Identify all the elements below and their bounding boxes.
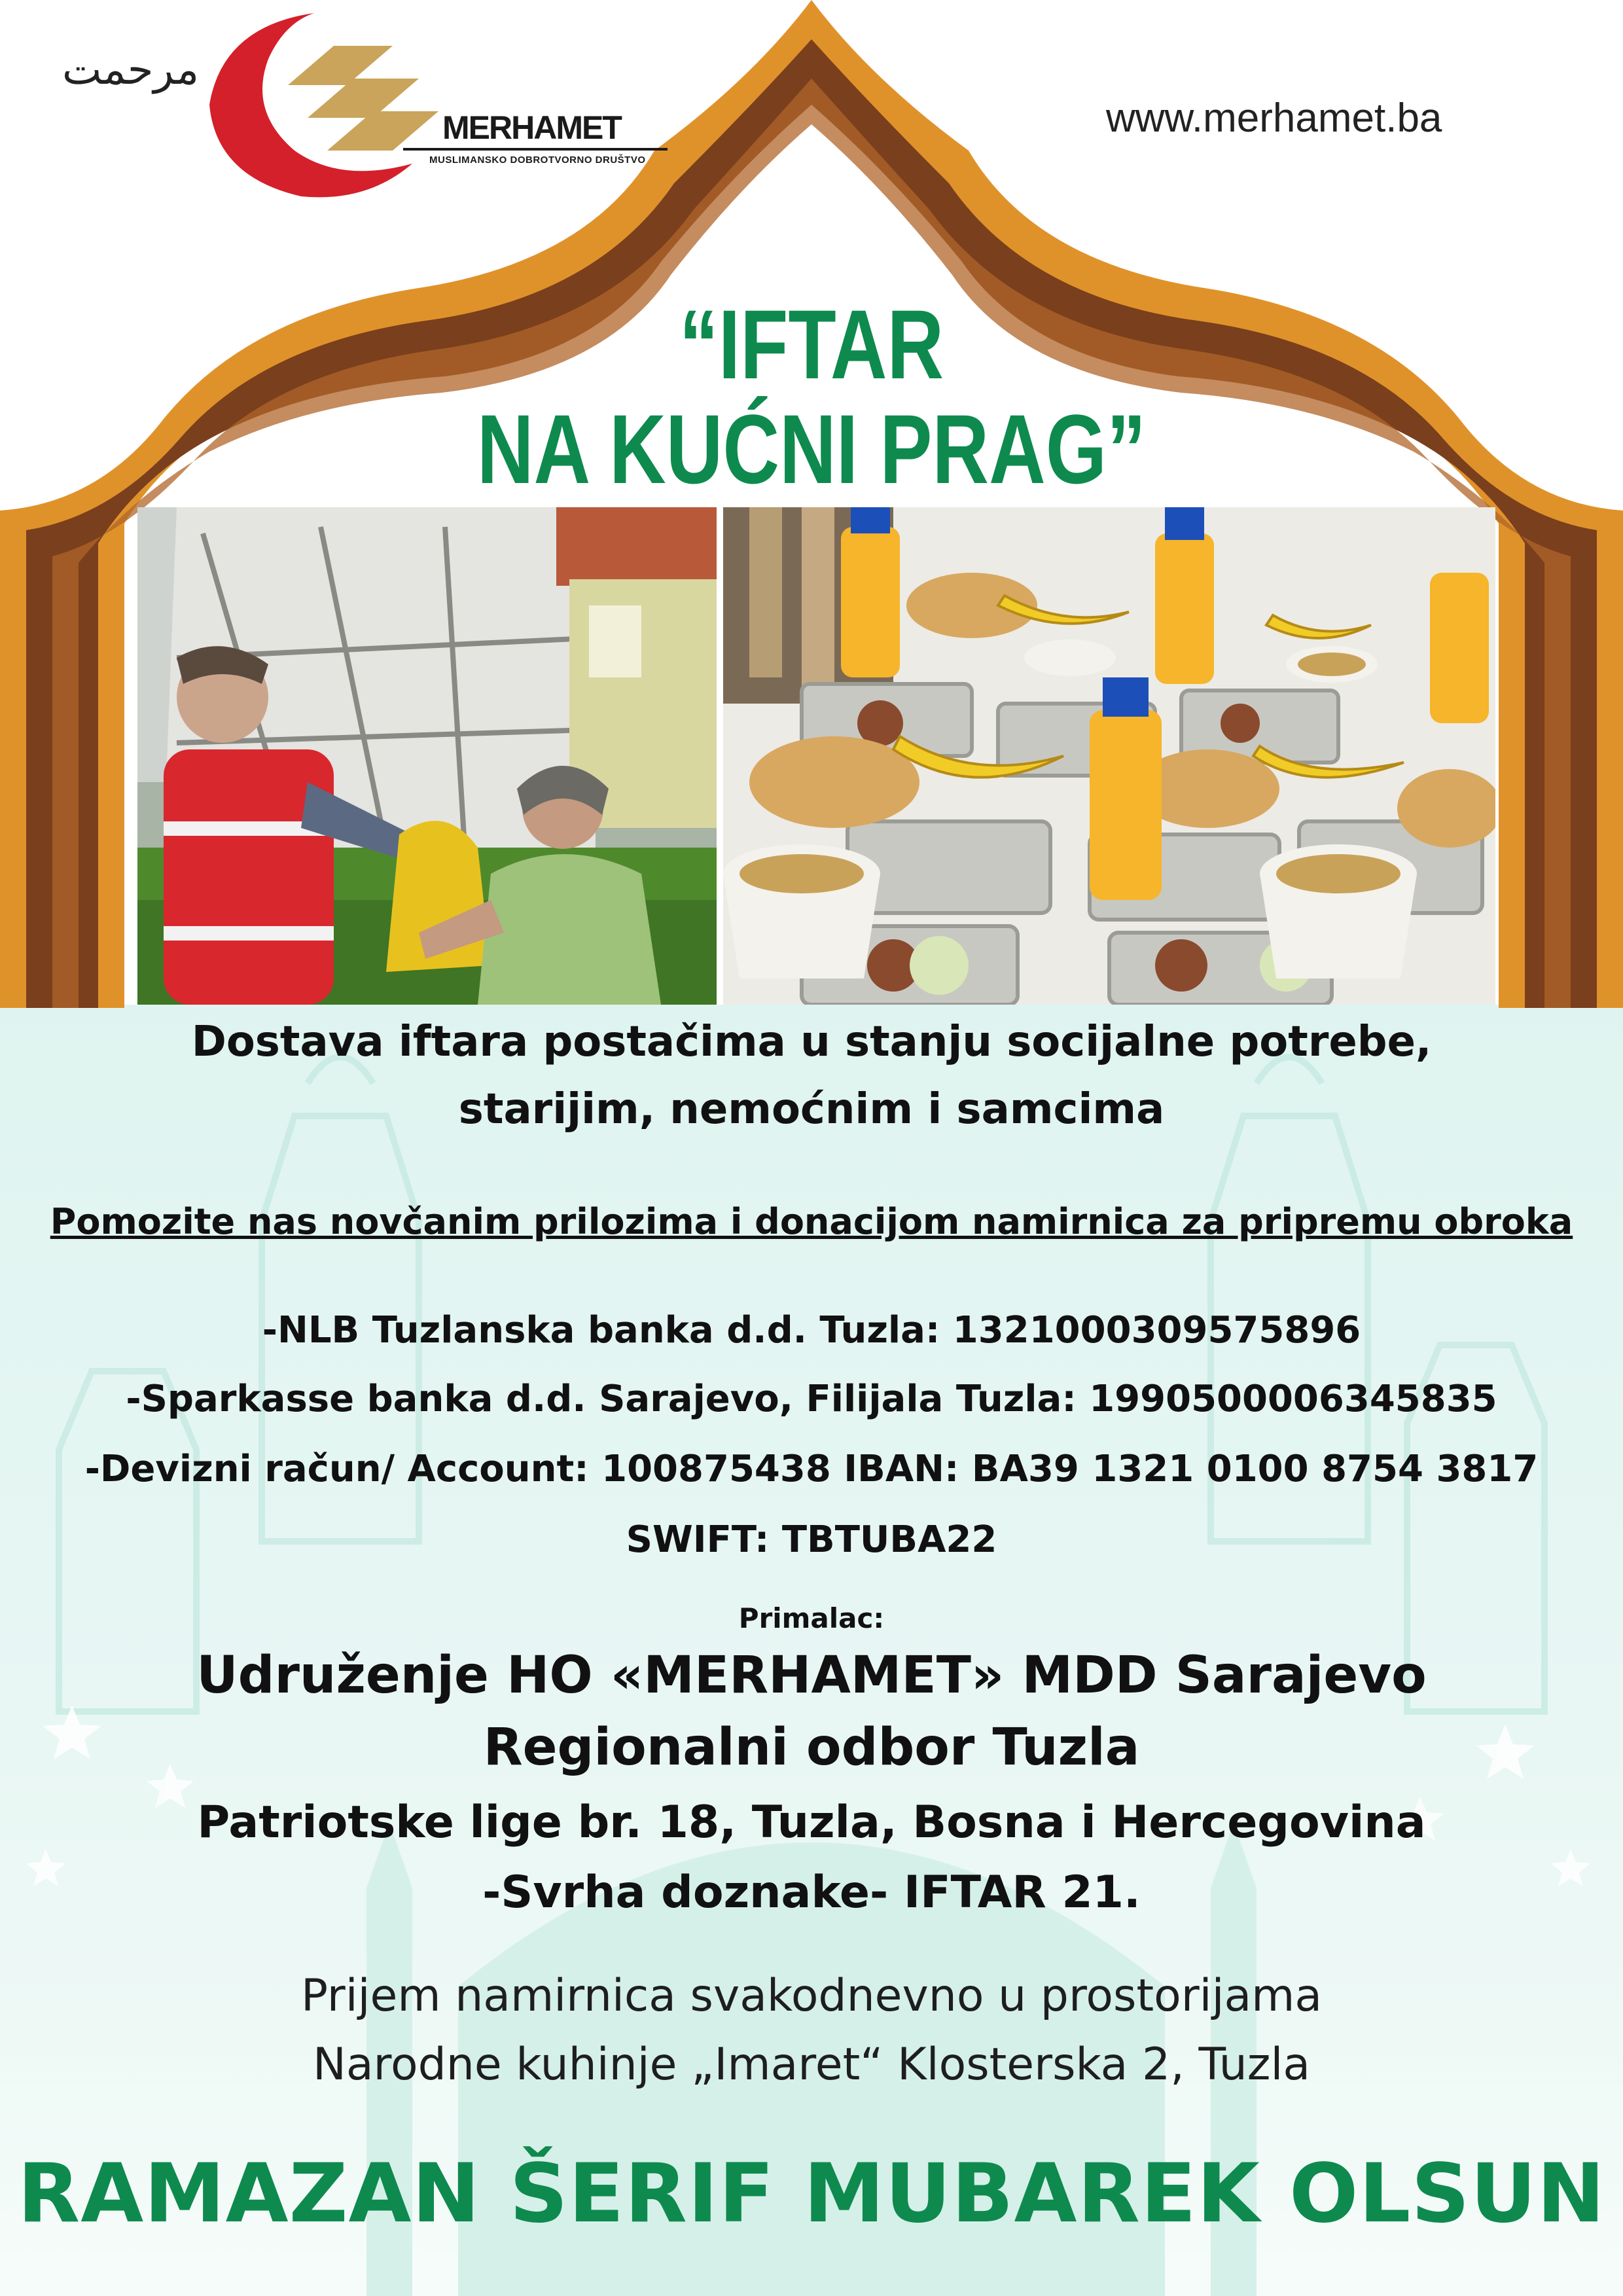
account-swift: SWIFT: TBTUBA22 <box>626 1518 997 1561</box>
recipient-board: Regionalni odbor Tuzla <box>483 1718 1140 1777</box>
website-link[interactable]: www.merhamet.ba <box>1106 96 1442 141</box>
recipient-name: Udruženje HO «MERHAMET» MDD Sarajevo <box>196 1646 1427 1705</box>
account-sparkasse: -Sparkasse banka d.d. Sarajevo, Filijala Tuzla: 1990500006345835 <box>126 1378 1497 1420</box>
photo-delivery <box>137 507 717 1005</box>
recipient-label: Primalac: <box>738 1602 885 1634</box>
account-nlb: -NLB Tuzlanska banka d.d. Tuzla: 1321000309575896 <box>262 1309 1361 1352</box>
logo-name: MERHAMET <box>442 109 621 146</box>
lead-line-1: Dostava iftara postačima u stanju socijalne potrebe, <box>191 1018 1432 1066</box>
intake-line-2: Narodne kuhinje „Imaret“ Klosterska 2, Tuzla <box>312 2039 1311 2090</box>
photo-meals <box>723 507 1495 1005</box>
crescent-logo-icon <box>26 0 668 209</box>
payment-purpose: -Svrha doznake- IFTAR 21. <box>482 1867 1141 1918</box>
logo-subtitle: MUSLIMANSKO DOBROTVORNO DRUŠTVO <box>429 154 646 166</box>
title-line-2: NA KUĆNI PRAG” <box>476 394 1147 504</box>
account-foreign-currency: -Devizni račun/ Account: 100875438 IBAN: BA39 1321 0100 8754 3817 <box>84 1448 1539 1490</box>
title-line-1: “IFTAR <box>679 289 944 399</box>
help-text: Pomozite nas novčanim prilozima i donacijom namirnica za pripremu obroka <box>50 1201 1573 1242</box>
recipient-address: Patriotske lige br. 18, Tuzla, Bosna i Hercegovina <box>197 1797 1426 1848</box>
logo-arabic-text: مرحمت <box>62 46 199 94</box>
closing-greeting: RAMAZAN ŠERIF MUBAREK OLSUN <box>17 2147 1606 2241</box>
intake-line-1: Prijem namirnica svakodnevno u prostorijama <box>300 1970 1323 2022</box>
lead-line-2: starijim, nemoćnim i samcima <box>458 1085 1165 1134</box>
merhamet-logo <box>26 0 668 209</box>
